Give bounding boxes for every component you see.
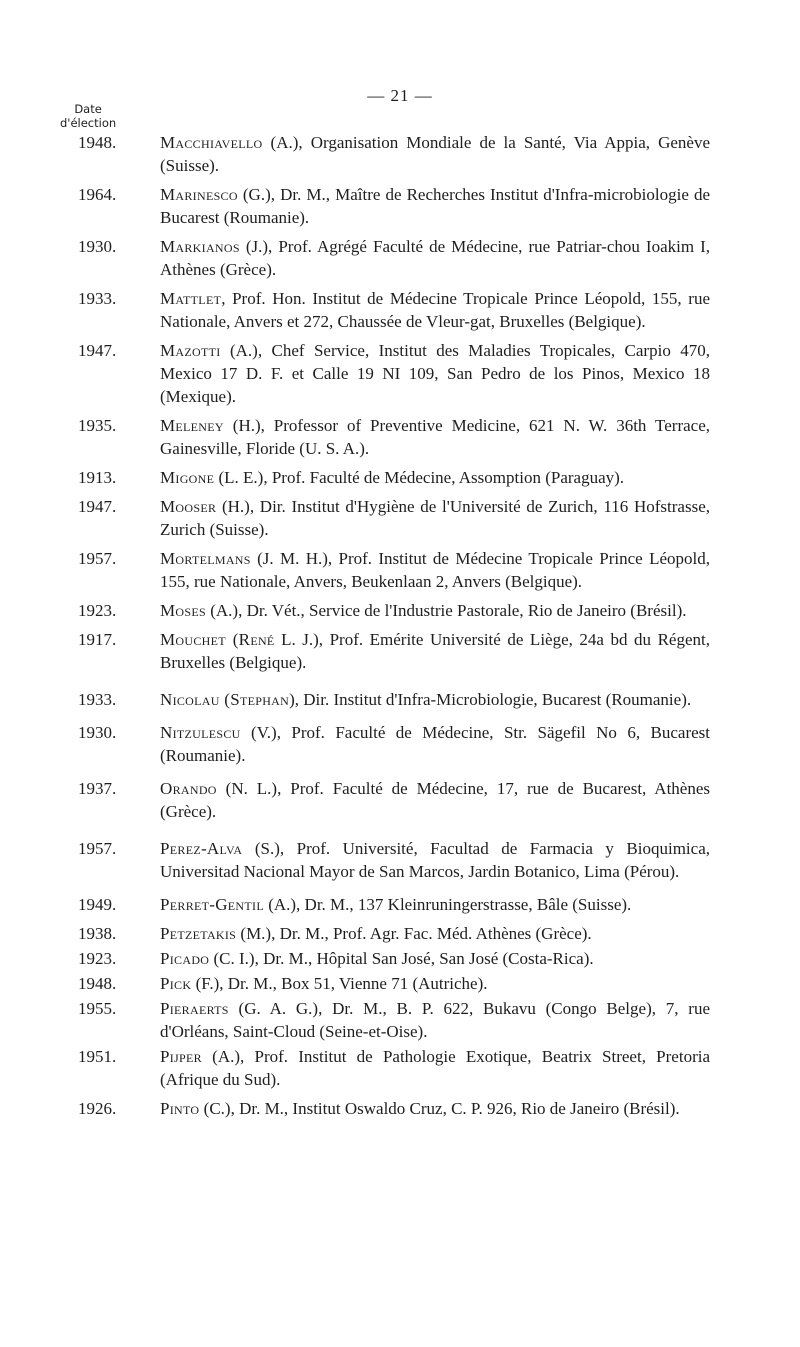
election-year: 1949.: [78, 895, 117, 914]
election-year: 1948.: [78, 974, 117, 993]
member-details: (G.), Dr. M., Maître de Recherches Institut d'Infra-microbiologie de Bucarest (Roumanie).: [160, 185, 710, 227]
member-name: Picado: [160, 949, 210, 968]
election-year: 1957.: [78, 839, 117, 858]
member-details: (C. I.), Dr. M., Hôpital San José, San José (Costa-Rica).: [209, 949, 594, 968]
election-year: 1923.: [78, 601, 117, 620]
member-name: Pijper: [160, 1047, 202, 1066]
member-name: Moses: [160, 601, 206, 620]
member-name: Meleney: [160, 416, 224, 435]
member-name: Mattlet: [160, 289, 222, 308]
list-item: [78, 287, 710, 333]
member-details: (G. A. G.), Dr. M., B. P. 622, Bukavu (Congo Belge), 7, rue d'Orléans, Saint-Cloud (Seine-et-Oise).: [160, 999, 710, 1041]
list-item: [78, 721, 710, 767]
member-details: (S.), Prof. Université, Facultad de Farmacia y Bioquimica, Universitad Nacional Mayor de San Marcos, Jardin Botanico, Lima (Pérou).: [160, 839, 710, 881]
election-year: 1930.: [78, 723, 117, 742]
list-item: [78, 688, 710, 711]
member-details: (A.), Chef Service, Institut des Maladies Tropicales, Carpio 470, Mexico 17 D. F. et Calle 19 NI 109, San Pedro de los Pinos, Mexico 18 (Mexique).: [160, 341, 710, 406]
election-year: 1935.: [78, 416, 117, 435]
member-details: (F.), Dr. M., Box 51, Vienne 71 (Autriche).: [191, 974, 488, 993]
election-year: 1933.: [78, 690, 117, 709]
member-details: (N. L.), Prof. Faculté de Médecine, 17, rue de Bucarest, Athènes (Grèce).: [160, 779, 710, 821]
election-year: 1947.: [78, 497, 117, 516]
member-details: (A.), Dr. M., 137 Kleinruningerstrasse, Bâle (Suisse).: [263, 895, 632, 914]
member-name: Macchiavello: [160, 133, 263, 152]
member-details: (V.), Prof. Faculté de Médecine, Str. Sägefil No 6, Bucarest (Roumanie).: [160, 723, 710, 765]
election-year: 1955.: [78, 999, 117, 1018]
member-name: Mazotti: [160, 341, 221, 360]
list-item: [78, 777, 710, 823]
member-name: Markianos: [160, 237, 240, 256]
list-item: [78, 339, 710, 408]
list-item: [78, 235, 710, 281]
member-details: (M.), Dr. M., Prof. Agr. Fac. Méd. Athènes (Grèce).: [236, 924, 592, 943]
list-item: [78, 599, 710, 622]
member-details: (H.), Professor of Preventive Medicine, 621 N. W. 36th Terrace, Gainesville, Floride (U. S. A.).: [160, 416, 710, 458]
election-year: 1917.: [78, 630, 117, 649]
member-name: Nitzulescu: [160, 723, 241, 742]
member-name: Nicolau (Stephan: [160, 690, 290, 709]
member-details: (L. E.), Prof. Faculté de Médecine, Assomption (Paraguay).: [214, 468, 625, 487]
list-item: [78, 997, 710, 1043]
member-details: (A.), Dr. Vét., Service de l'Industrie Pastorale, Rio de Janeiro (Brésil).: [205, 601, 687, 620]
list-item: [78, 183, 710, 229]
member-name: Orando: [160, 779, 217, 798]
member-details: (A.), Organisation Mondiale de la Santé, Via Appia, Genève (Suisse).: [160, 133, 710, 175]
member-name: Migone: [160, 468, 215, 487]
member-name: Pick: [160, 974, 192, 993]
election-year: 1947.: [78, 341, 117, 360]
election-year: 1937.: [78, 779, 117, 798]
member-list: [78, 131, 710, 1126]
election-year: 1926.: [78, 1099, 117, 1118]
list-item: [78, 922, 710, 945]
member-name: Marinesco: [160, 185, 238, 204]
list-item: [78, 1097, 710, 1120]
election-year: 1933.: [78, 289, 117, 308]
member-name: Mooser: [160, 497, 217, 516]
member-name: Petzetakis: [160, 924, 237, 943]
member-details: (H.), Dir. Institut d'Hygiène de l'Université de Zurich, 116 Hofstrasse, Zurich (Suisse).: [160, 497, 710, 539]
member-name: Perret-Gentil: [160, 895, 264, 914]
member-details: (A.), Prof. Institut de Pathologie Exotique, Beatrix Street, Pretoria (Afrique du Sud).: [160, 1047, 710, 1089]
election-year: 1964.: [78, 185, 117, 204]
election-year: 1913.: [78, 468, 117, 487]
list-item: [78, 1045, 710, 1091]
election-year: 1948.: [78, 133, 117, 152]
date-column-label: Date d'élection: [60, 102, 117, 130]
member-details: (J.), Prof. Agrégé Faculté de Médecine, rue Patriar-chou Ioakim I, Athènes (Grèce).: [160, 237, 710, 279]
list-item: [78, 837, 710, 883]
member-name: Mouchet (René: [160, 630, 275, 649]
member-name: Pieraerts: [160, 999, 229, 1018]
list-item: [78, 414, 710, 460]
list-item: [78, 495, 710, 541]
member-details: , Prof. Hon. Institut de Médecine Tropicale Prince Léopold, 155, rue Nationale, Anvers et 272, Chaussée de Vleur-gat, Bruxelles (Belgique).: [160, 289, 710, 331]
member-name: Mortelmans: [160, 549, 251, 568]
list-item: [78, 947, 710, 970]
member-details: (C.), Dr. M., Institut Oswaldo Cruz, C. P. 926, Rio de Janeiro (Brésil).: [199, 1099, 680, 1118]
list-item: [78, 466, 710, 489]
election-year: 1938.: [78, 924, 117, 943]
election-year: 1957.: [78, 549, 117, 568]
list-item: [78, 972, 710, 995]
member-details: ), Dir. Institut d'Infra-Microbiologie, Bucarest (Roumanie).: [289, 690, 692, 709]
member-details: (J. M. H.), Prof. Institut de Médecine Tropicale Prince Léopold, 155, rue Nationale, Anvers, Beukenlaan 2, Anvers (Belgique).: [160, 549, 710, 591]
list-item: [78, 547, 710, 593]
election-year: 1923.: [78, 949, 117, 968]
member-name: Pinto: [160, 1099, 200, 1118]
list-item: [78, 131, 710, 177]
list-item: [78, 628, 710, 674]
member-name: Perez-Alva: [160, 839, 243, 858]
member-details: L. J.), Prof. Emérite Université de Liège, 24a bd du Régent, Bruxelles (Belgique).: [160, 630, 710, 672]
election-year: 1930.: [78, 237, 117, 256]
election-year: 1951.: [78, 1047, 117, 1066]
page-number: — 21 —: [367, 86, 433, 105]
list-item: [78, 893, 710, 916]
